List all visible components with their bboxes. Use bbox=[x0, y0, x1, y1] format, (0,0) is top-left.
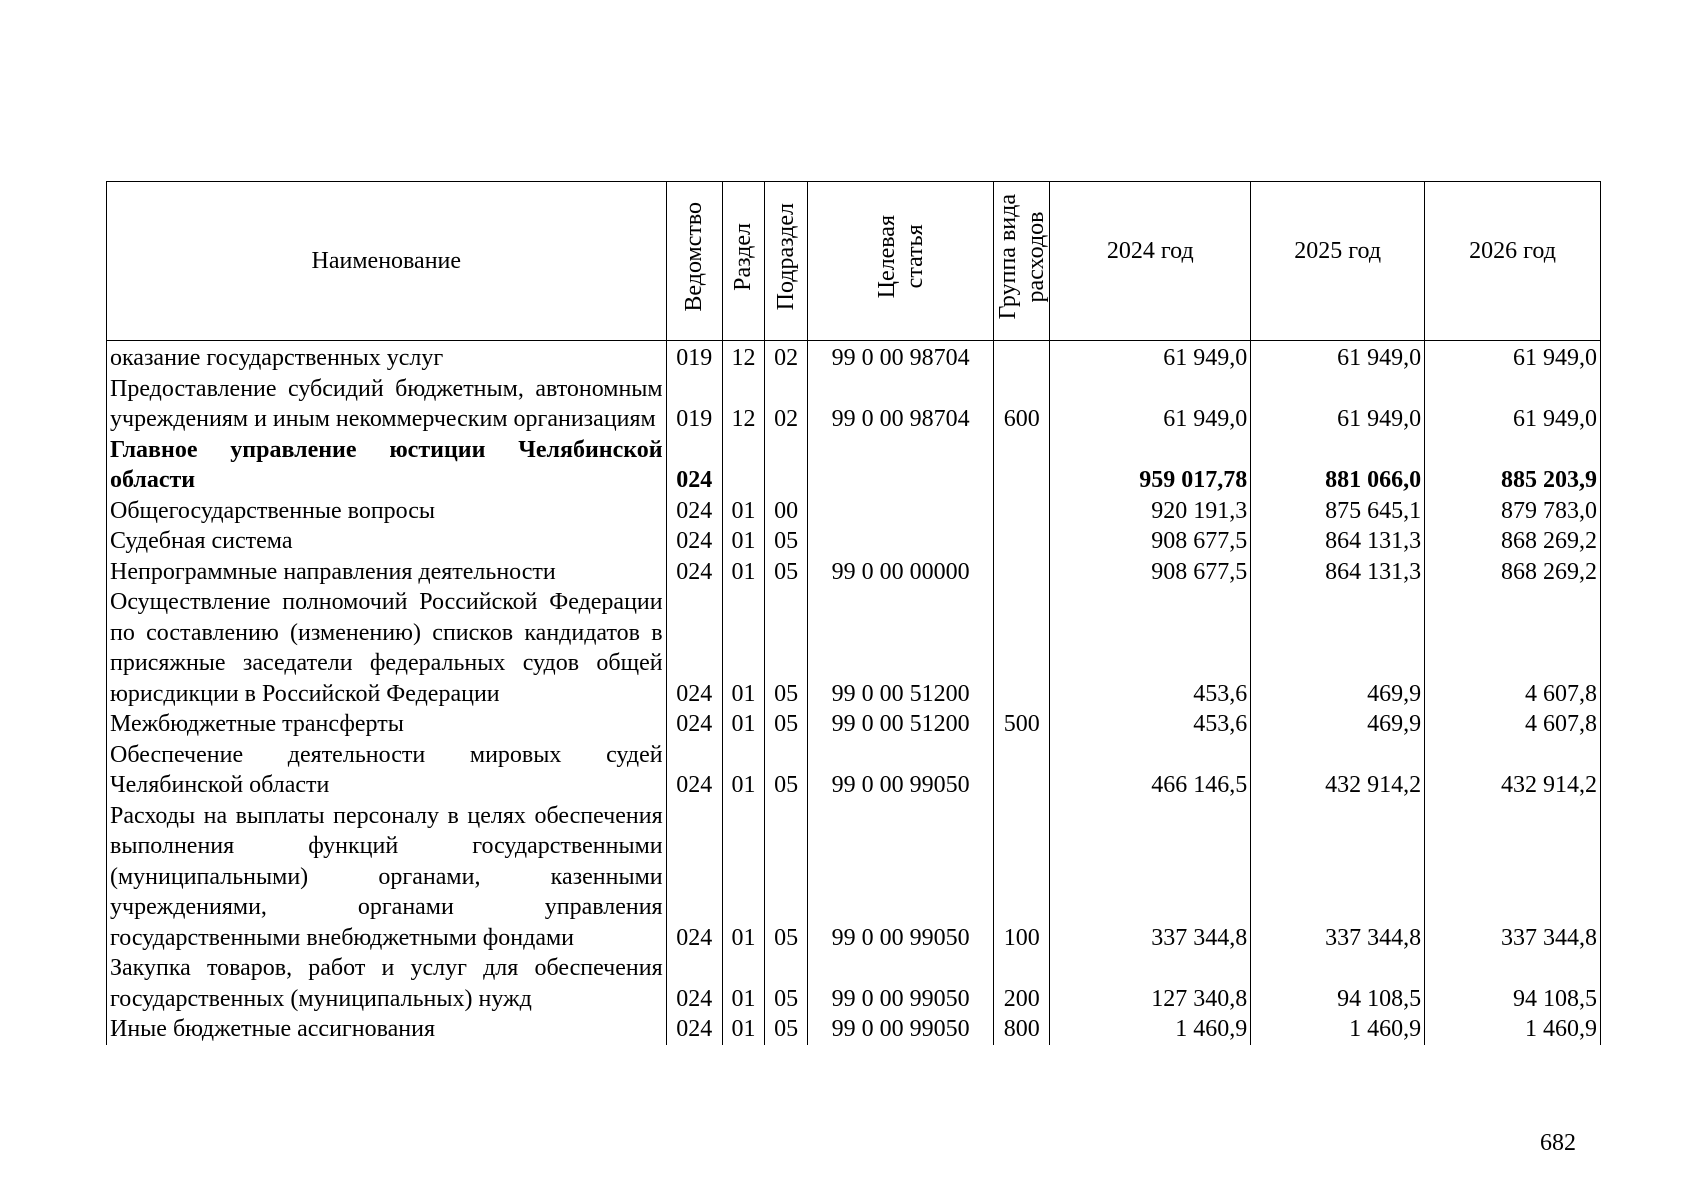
table-row bbox=[107, 341, 1601, 374]
row-celevaya: 99 0 00 98704 bbox=[808, 374, 994, 435]
row-name: Непрограммные направления деятельности bbox=[107, 557, 667, 588]
row-vedomstvo: 024 bbox=[666, 801, 722, 954]
row-podrazdel bbox=[765, 435, 808, 496]
row-podrazdel: 00 bbox=[765, 496, 808, 527]
row-name: Обеспечение деятельности мировых судей Челябинской области bbox=[107, 740, 667, 801]
header-razdel-label: Раздел bbox=[730, 222, 757, 291]
row-year-2024: 920 191,3 bbox=[1050, 496, 1251, 527]
row-podrazdel: 02 bbox=[765, 341, 808, 374]
header-year-2025 bbox=[1251, 182, 1425, 341]
row-gruppa bbox=[994, 341, 1050, 374]
row-year-2026: 1 460,9 bbox=[1425, 1014, 1601, 1045]
row-year-2024: 908 677,5 bbox=[1050, 526, 1251, 557]
row-year-2026: 94 108,5 bbox=[1425, 953, 1601, 1014]
header-gruppa-label bbox=[994, 194, 1050, 319]
row-year-2025: 864 131,3 bbox=[1251, 526, 1425, 557]
row-gruppa bbox=[994, 496, 1050, 527]
row-vedomstvo: 024 bbox=[666, 587, 722, 709]
header-row bbox=[107, 182, 1601, 341]
row-year-2026: 61 949,0 bbox=[1425, 374, 1601, 435]
header-vedomstvo bbox=[666, 182, 722, 341]
row-gruppa: 100 bbox=[994, 801, 1050, 954]
row-vedomstvo: 024 bbox=[666, 526, 722, 557]
row-year-2025: 1 460,9 bbox=[1251, 1014, 1425, 1045]
row-year-2024: 453,6 bbox=[1050, 709, 1251, 740]
row-year-2026: 4 607,8 bbox=[1425, 587, 1601, 709]
row-vedomstvo: 024 bbox=[666, 557, 722, 588]
row-year-2025: 337 344,8 bbox=[1251, 801, 1425, 954]
row-year-2025: 469,9 bbox=[1251, 587, 1425, 709]
header-celevaya-line2: статья bbox=[901, 224, 928, 289]
row-gruppa bbox=[994, 557, 1050, 588]
row-razdel: 12 bbox=[722, 341, 764, 374]
table-row bbox=[107, 496, 1601, 527]
row-razdel: 01 bbox=[722, 496, 764, 527]
row-razdel: 01 bbox=[722, 740, 764, 801]
table-row bbox=[107, 374, 1601, 435]
row-celevaya: 99 0 00 99050 bbox=[808, 953, 994, 1014]
table-row bbox=[107, 1014, 1601, 1045]
row-podrazdel: 05 bbox=[765, 740, 808, 801]
row-year-2025: 61 949,0 bbox=[1251, 374, 1425, 435]
row-name: оказание государственных услуг bbox=[107, 341, 667, 374]
row-gruppa bbox=[994, 587, 1050, 709]
row-podrazdel: 05 bbox=[765, 801, 808, 954]
row-name: Осуществление полномочий Российской Федерации по составлению (изменению) списков кандидатов в присяжные заседатели федеральных судов общей юрисдикции в Российской Федерации bbox=[107, 587, 667, 709]
table-header bbox=[107, 182, 1601, 341]
table-row bbox=[107, 709, 1601, 740]
row-name: Закупка товаров, работ и услуг для обеспечения государственных (муниципальных) нужд bbox=[107, 953, 667, 1014]
header-celevaya-line1: Целевая bbox=[873, 215, 900, 299]
row-year-2024: 337 344,8 bbox=[1050, 801, 1251, 954]
row-gruppa bbox=[994, 526, 1050, 557]
row-vedomstvo: 019 bbox=[666, 374, 722, 435]
row-podrazdel: 05 bbox=[765, 709, 808, 740]
row-year-2024: 1 460,9 bbox=[1050, 1014, 1251, 1045]
row-year-2025: 875 645,1 bbox=[1251, 496, 1425, 527]
row-razdel: 01 bbox=[722, 1014, 764, 1045]
row-razdel: 01 bbox=[722, 526, 764, 557]
header-year-2026-label: 2026 год bbox=[1469, 237, 1556, 264]
row-podrazdel: 05 bbox=[765, 1014, 808, 1045]
row-celevaya bbox=[808, 435, 994, 496]
header-celevaya bbox=[808, 182, 994, 341]
row-celevaya: 99 0 00 00000 bbox=[808, 557, 994, 588]
page-number: 682 bbox=[1540, 1130, 1576, 1156]
table-row bbox=[107, 557, 1601, 588]
row-celevaya: 99 0 00 99050 bbox=[808, 801, 994, 954]
row-celevaya bbox=[808, 526, 994, 557]
row-year-2024: 453,6 bbox=[1050, 587, 1251, 709]
row-razdel: 01 bbox=[722, 953, 764, 1014]
header-year-2026 bbox=[1425, 182, 1601, 341]
budget-table bbox=[106, 181, 1601, 1045]
row-razdel: 01 bbox=[722, 557, 764, 588]
row-podrazdel: 05 bbox=[765, 953, 808, 1014]
table-row bbox=[107, 526, 1601, 557]
row-name: Судебная система bbox=[107, 526, 667, 557]
row-year-2024: 908 677,5 bbox=[1050, 557, 1251, 588]
table-row bbox=[107, 435, 1601, 496]
table-row bbox=[107, 953, 1601, 1014]
row-razdel: 01 bbox=[722, 801, 764, 954]
table-row bbox=[107, 587, 1601, 709]
row-year-2024: 466 146,5 bbox=[1050, 740, 1251, 801]
row-year-2024: 127 340,8 bbox=[1050, 953, 1251, 1014]
row-podrazdel: 05 bbox=[765, 557, 808, 588]
row-gruppa bbox=[994, 435, 1050, 496]
row-podrazdel: 05 bbox=[765, 526, 808, 557]
row-razdel: 01 bbox=[722, 709, 764, 740]
row-celevaya: 99 0 00 51200 bbox=[808, 587, 994, 709]
row-celevaya: 99 0 00 51200 bbox=[808, 709, 994, 740]
row-gruppa: 600 bbox=[994, 374, 1050, 435]
row-gruppa bbox=[994, 740, 1050, 801]
row-gruppa: 800 bbox=[994, 1014, 1050, 1045]
row-name: Предоставление субсидий бюджетным, автономным учреждениям и иным некоммерческим организациям bbox=[107, 374, 667, 435]
row-year-2026: 868 269,2 bbox=[1425, 526, 1601, 557]
header-gruppa-line1: Группа вида bbox=[995, 194, 1022, 320]
header-podrazdel-label: Подраздел bbox=[773, 203, 800, 311]
table-body bbox=[107, 341, 1601, 1045]
header-year-2024 bbox=[1050, 182, 1251, 341]
row-celevaya: 99 0 00 98704 bbox=[808, 341, 994, 374]
row-year-2026: 885 203,9 bbox=[1425, 435, 1601, 496]
row-year-2025: 61 949,0 bbox=[1251, 341, 1425, 374]
row-name: Межбюджетные трансферты bbox=[107, 709, 667, 740]
header-podrazdel bbox=[765, 182, 808, 341]
table-row bbox=[107, 740, 1601, 801]
row-razdel bbox=[722, 435, 764, 496]
row-razdel: 01 bbox=[722, 587, 764, 709]
row-year-2025: 864 131,3 bbox=[1251, 557, 1425, 588]
row-celevaya: 99 0 00 99050 bbox=[808, 740, 994, 801]
header-name-label: Наименование bbox=[311, 247, 462, 274]
row-year-2026: 868 269,2 bbox=[1425, 557, 1601, 588]
row-name: Главное управление юстиции Челябинской области bbox=[107, 435, 667, 496]
row-year-2026: 432 914,2 bbox=[1425, 740, 1601, 801]
row-podrazdel: 02 bbox=[765, 374, 808, 435]
row-vedomstvo: 024 bbox=[666, 1014, 722, 1045]
header-gruppa-line2: расходов bbox=[1023, 211, 1050, 303]
row-gruppa: 200 bbox=[994, 953, 1050, 1014]
row-year-2026: 879 783,0 bbox=[1425, 496, 1601, 527]
row-year-2026: 61 949,0 bbox=[1425, 341, 1601, 374]
header-year-2025-label: 2025 год bbox=[1294, 237, 1382, 264]
row-vedomstvo: 024 bbox=[666, 435, 722, 496]
row-vedomstvo: 024 bbox=[666, 740, 722, 801]
row-vedomstvo: 024 bbox=[666, 496, 722, 527]
header-gruppa bbox=[994, 182, 1050, 341]
row-year-2025: 881 066,0 bbox=[1251, 435, 1425, 496]
row-name: Иные бюджетные ассигнования bbox=[107, 1014, 667, 1045]
row-year-2024: 959 017,78 bbox=[1050, 435, 1251, 496]
row-gruppa: 500 bbox=[994, 709, 1050, 740]
row-year-2025: 469,9 bbox=[1251, 709, 1425, 740]
header-vedomstvo-label: Ведомство bbox=[681, 201, 708, 312]
row-name: Общегосударственные вопросы bbox=[107, 496, 667, 527]
row-vedomstvo: 024 bbox=[666, 953, 722, 1014]
row-year-2024: 61 949,0 bbox=[1050, 374, 1251, 435]
row-celevaya: 99 0 00 99050 bbox=[808, 1014, 994, 1045]
row-year-2026: 4 607,8 bbox=[1425, 709, 1601, 740]
row-celevaya bbox=[808, 496, 994, 527]
header-year-2024-label: 2024 год bbox=[1106, 237, 1194, 264]
header-celevaya-label bbox=[873, 215, 929, 298]
row-vedomstvo: 019 bbox=[666, 341, 722, 374]
header-razdel bbox=[722, 182, 764, 341]
header-name bbox=[107, 182, 667, 341]
row-podrazdel: 05 bbox=[765, 587, 808, 709]
row-year-2024: 61 949,0 bbox=[1050, 341, 1251, 374]
row-vedomstvo: 024 bbox=[666, 709, 722, 740]
row-year-2025: 432 914,2 bbox=[1251, 740, 1425, 801]
row-year-2025: 94 108,5 bbox=[1251, 953, 1425, 1014]
row-year-2026: 337 344,8 bbox=[1425, 801, 1601, 954]
row-razdel: 12 bbox=[722, 374, 764, 435]
table-row bbox=[107, 801, 1601, 954]
row-name: Расходы на выплаты персоналу в целях обеспечения выполнения функций государственными (муниципальными) органами, казенными учреждениями, органами управления государственными внебюджетными фондами bbox=[107, 801, 667, 954]
